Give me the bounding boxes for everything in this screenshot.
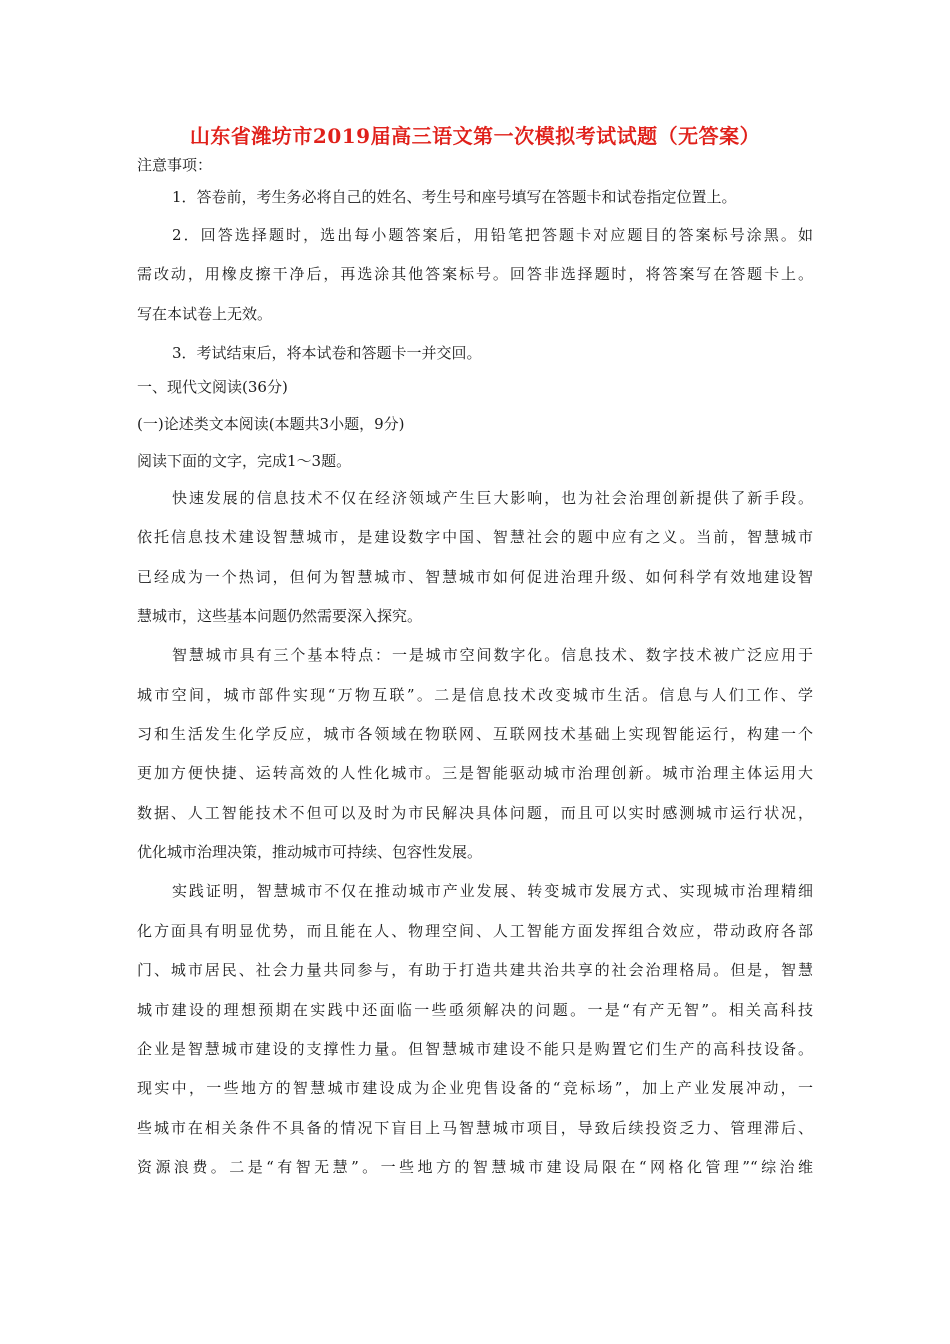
paragraph-line: 城市建设的理想预期在实践中还面临一些亟须解决的问题。一是“有产无智”。相关高科技 <box>137 1001 813 1019</box>
paragraph-line: 已经成为一个热词，但何为智慧城市、智慧城市如何促进治理升级、如何科学有效地建设智 <box>137 568 813 586</box>
paragraph-line: 现实中，一些地方的智慧城市建设成为企业兜售设备的“竞标场”，加上产业发展冲动，一 <box>137 1079 813 1097</box>
notice-item-2-cont: 需改动，用橡皮擦干净后，再选涂其他答案标号。回答非选择题时，将答案写在答题卡上。 <box>137 265 813 283</box>
paragraph-line: 实践证明，智慧城市不仅在推动城市产业发展、转变城市发展方式、实现城市治理精细 <box>172 882 813 900</box>
reading-instruction: 阅读下面的文字，完成1～3题。 <box>137 452 352 470</box>
notice-heading: 注意事项： <box>137 156 213 174</box>
notice-item-2-end: 写在本试卷上无效。 <box>137 305 273 323</box>
document-title: 山东省潍坊市2019届高三语文第一次模拟考试试题（无答案） <box>189 124 761 148</box>
paragraph-line: 优化城市治理决策，推动城市可持续、包容性发展。 <box>137 843 483 861</box>
notice-item-2: 2．回答选择题时，选出每小题答案后，用铅笔把答题卡对应题目的答案标号涂黑。如 <box>172 226 813 244</box>
paragraph-line: 些城市在相关条件不具备的情况下盲目上马智慧城市项目，导致后续投资乏力、管理滞后、 <box>137 1119 813 1137</box>
paragraph-line: 门、城市居民、社会力量共同参与，有助于打造共建共治共享的社会治理格局。但是，智慧 <box>137 961 813 979</box>
paragraph-line: 习和生活发生化学反应，城市各领域在物联网、互联网技术基础上实现智能运行，构建一个 <box>137 725 813 743</box>
subsection-heading: (一)论述类文本阅读(本题共3小题，9分) <box>137 415 405 433</box>
paragraph-line: 城市空间，城市部件实现“万物互联”。二是信息技术改变城市生活。信息与人们工作、学 <box>137 686 813 704</box>
paragraph-line: 化方面具有明显优势，而且能在人、物理空间、人工智能方面发挥组合效应，带动政府各部 <box>137 922 813 940</box>
paragraph-line: 数据、人工智能技术不但可以及时为市民解决具体问题，而且可以实时感测城市运行状况， <box>137 804 813 822</box>
paragraph-line: 智慧城市具有三个基本特点：一是城市空间数字化。信息技术、数字技术被广泛应用于 <box>172 646 813 664</box>
paragraph-line: 资源浪费。二是“有智无慧”。一些地方的智慧城市建设局限在“网格化管理”“综治维 <box>137 1158 813 1176</box>
paragraph-line: 依托信息技术建设智慧城市，是建设数字中国、智慧社会的题中应有之义。当前，智慧城市 <box>137 528 813 546</box>
paragraph-line: 慧城市，这些基本问题仍然需要深入探究。 <box>137 607 423 625</box>
paragraph-line: 企业是智慧城市建设的支撑性力量。但智慧城市建设不能只是购置它们生产的高科技设备。 <box>137 1040 813 1058</box>
paragraph-line: 更加方便快捷、运转高效的人性化城市。三是智能驱动城市治理创新。城市治理主体运用大 <box>137 764 813 782</box>
section-heading: 一、现代文阅读(36分) <box>137 378 288 396</box>
paragraph-line: 快速发展的信息技术不仅在经济领域产生巨大影响，也为社会治理创新提供了新手段。 <box>172 489 813 507</box>
notice-item-3: 3．考试结束后，将本试卷和答题卡一并交回。 <box>172 344 482 362</box>
notice-item-1: 1．答卷前，考生务必将自己的姓名、考生号和座号填写在答题卡和试卷指定位置上。 <box>172 188 737 206</box>
